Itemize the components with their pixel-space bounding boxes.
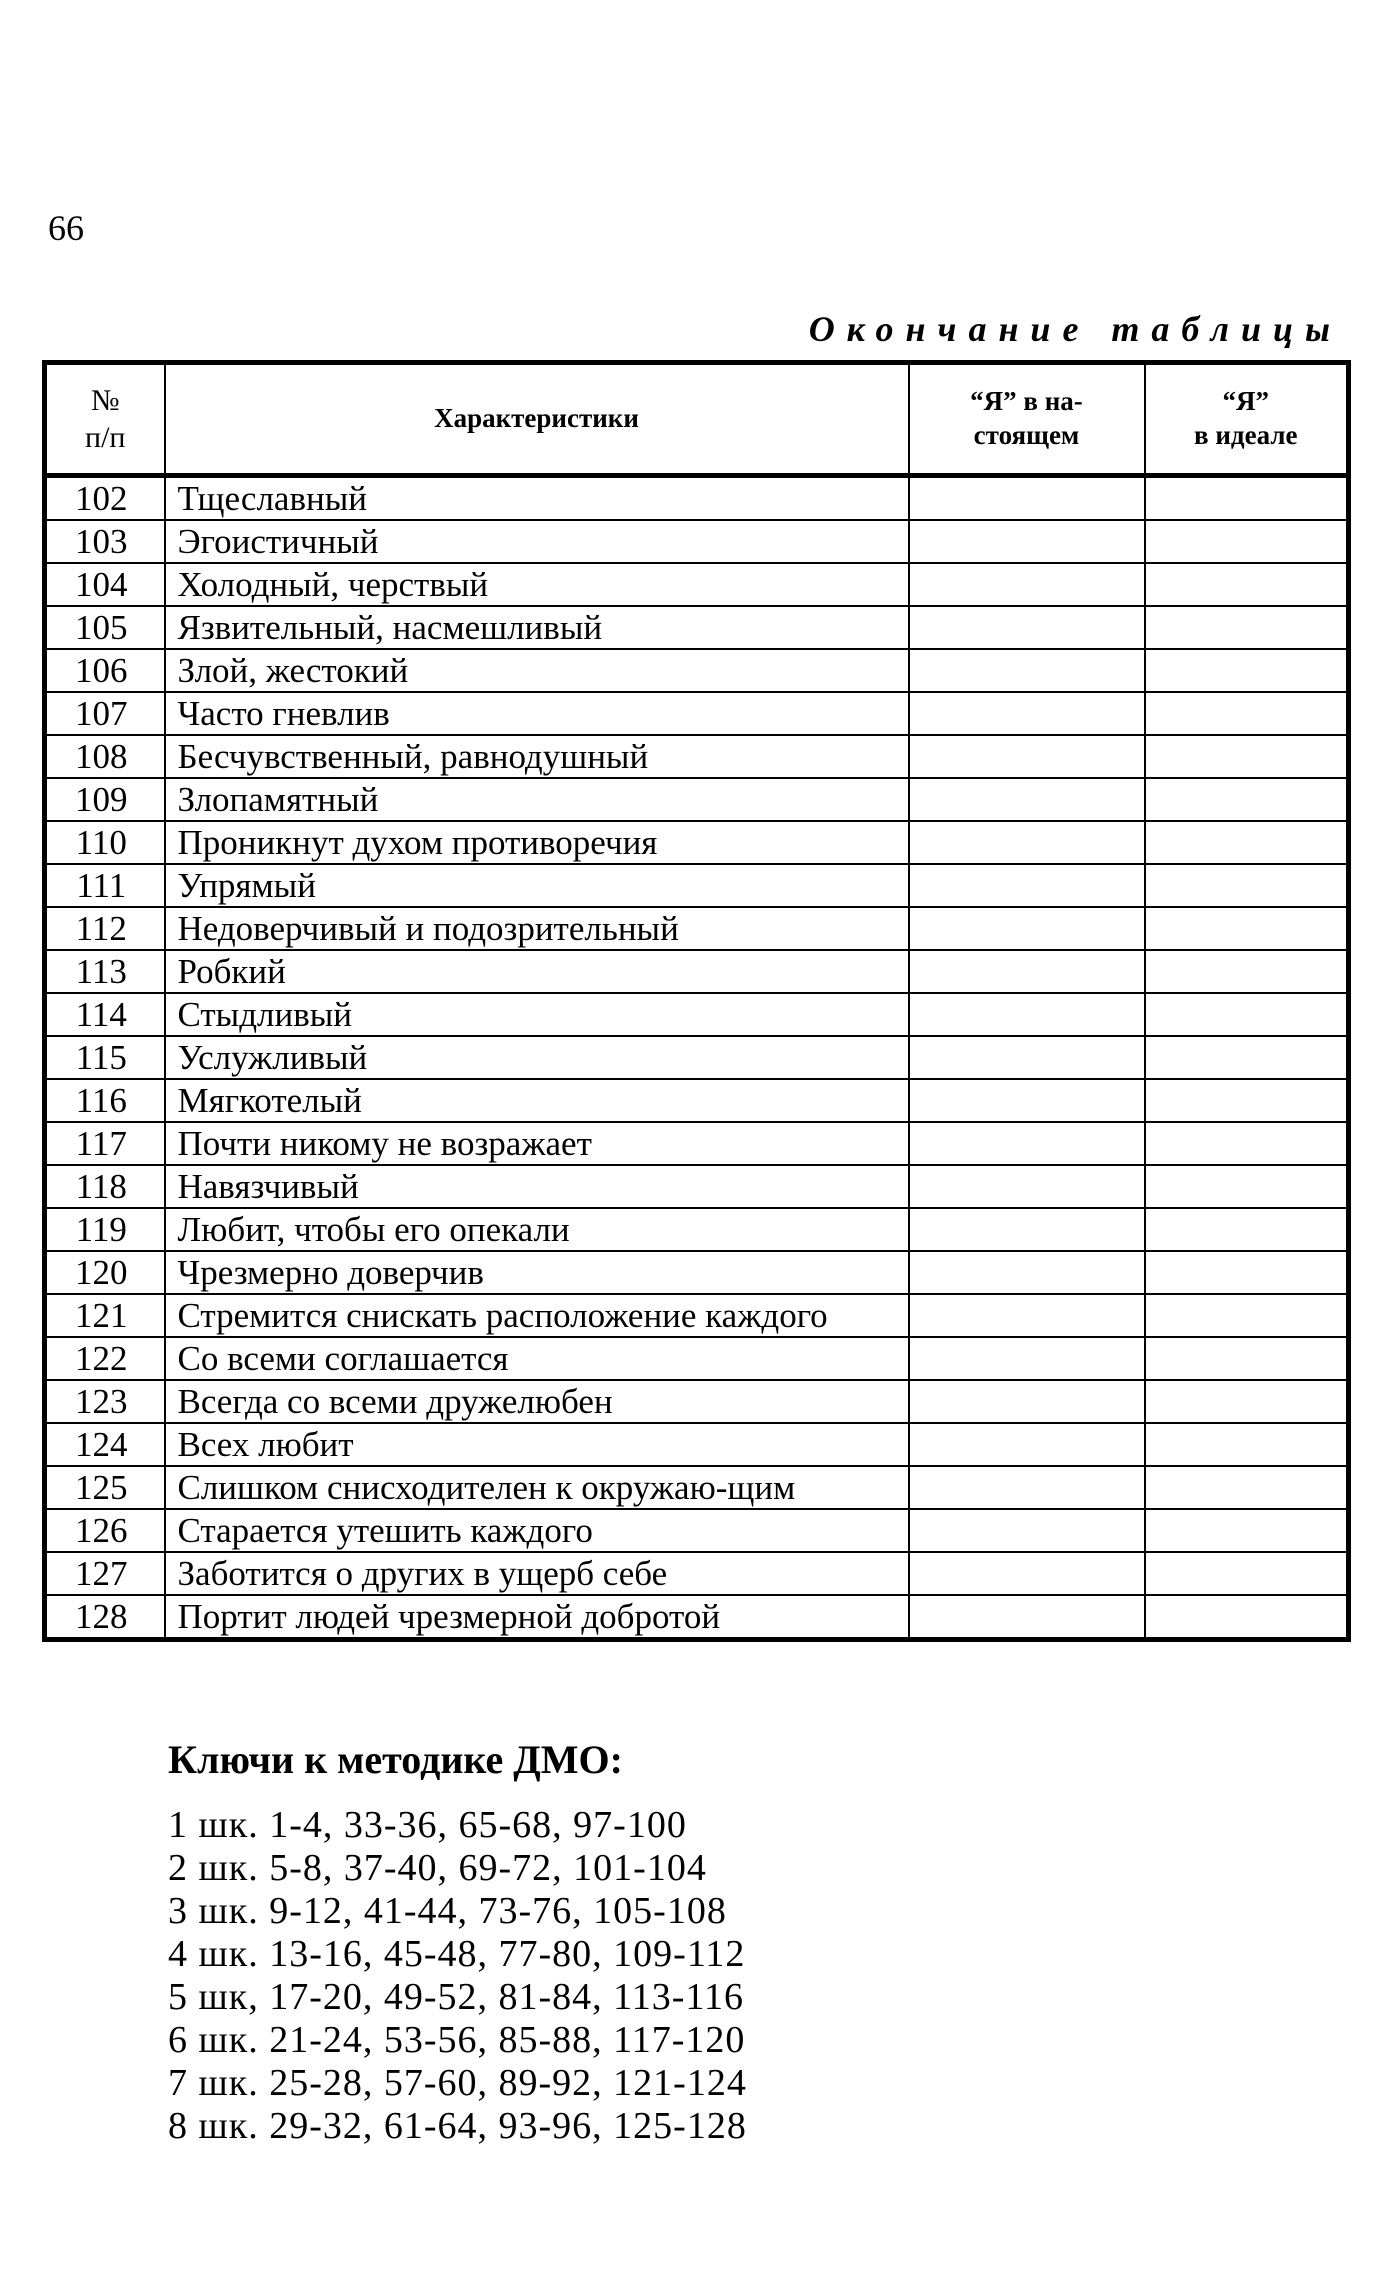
row-characteristic: Часто гневлив: [165, 692, 909, 735]
row-number: 106: [45, 649, 165, 692]
header-present-line1: “Я” в на-: [970, 386, 1083, 417]
table-row: [45, 821, 1349, 864]
row-number: 104: [45, 563, 165, 606]
row-number: 103: [45, 520, 165, 563]
page-number: 66: [48, 208, 84, 248]
ideal-self-cell[interactable]: [1145, 993, 1349, 1036]
row-characteristic: Тщеславный: [165, 476, 909, 521]
row-characteristic: Мягкотелый: [165, 1079, 909, 1122]
row-characteristic: Упрямый: [165, 864, 909, 907]
ideal-self-cell[interactable]: [1145, 907, 1349, 950]
row-number: 128: [45, 1595, 165, 1640]
present-self-cell[interactable]: [909, 1294, 1145, 1337]
row-characteristic: Всегда со всеми дружелюбен: [165, 1380, 909, 1423]
present-self-cell[interactable]: [909, 907, 1145, 950]
ideal-self-cell[interactable]: [1145, 1294, 1349, 1337]
ideal-self-cell[interactable]: [1145, 1208, 1349, 1251]
keys-title: Ключи к методике ДМО:: [168, 1737, 623, 1782]
table-header-row: [45, 363, 1349, 476]
ideal-self-cell[interactable]: [1145, 563, 1349, 606]
key-line: 6 шк. 21-24, 53-56, 85-88, 117-120: [168, 2019, 746, 2061]
present-self-cell[interactable]: [909, 520, 1145, 563]
row-number: 118: [45, 1165, 165, 1208]
key-line: 8 шк. 29-32, 61-64, 93-96, 125-128: [168, 2105, 747, 2147]
table-row: [45, 1509, 1349, 1552]
row-number: 115: [45, 1036, 165, 1079]
ideal-self-cell[interactable]: [1145, 864, 1349, 907]
table-row: [45, 1423, 1349, 1466]
present-self-cell[interactable]: [909, 1466, 1145, 1509]
present-self-cell[interactable]: [909, 1036, 1145, 1079]
ideal-self-cell[interactable]: [1145, 476, 1349, 521]
key-line: 7 шк. 25-28, 57-60, 89-92, 121-124: [168, 2062, 747, 2104]
table-row: [45, 606, 1349, 649]
row-characteristic: Слишком снисходителен к окружаю-щим: [165, 1466, 909, 1509]
present-self-cell[interactable]: [909, 1509, 1145, 1552]
table-row: [45, 778, 1349, 821]
row-characteristic: Чрезмерно доверчив: [165, 1251, 909, 1294]
ideal-self-cell[interactable]: [1145, 1122, 1349, 1165]
table-row: [45, 1294, 1349, 1337]
present-self-cell[interactable]: [909, 735, 1145, 778]
ideal-self-cell[interactable]: [1145, 649, 1349, 692]
table-row: [45, 1165, 1349, 1208]
row-characteristic: Язвительный, насмешливый: [165, 606, 909, 649]
row-number: 110: [45, 821, 165, 864]
present-self-cell[interactable]: [909, 993, 1145, 1036]
header-characteristic-label: Характеристики: [434, 403, 639, 434]
table-row: [45, 1380, 1349, 1423]
table-row: [45, 692, 1349, 735]
header-ideal-line2: в идеале: [1194, 420, 1298, 450]
row-characteristic: Портит людей чрезмерной добротой: [165, 1595, 909, 1640]
ideal-self-cell[interactable]: [1145, 778, 1349, 821]
row-characteristic: Любит, чтобы его опекали: [165, 1208, 909, 1251]
row-number: 102: [45, 476, 165, 521]
table-row: [45, 1208, 1349, 1251]
row-characteristic: Проникнут духом противоречия: [165, 821, 909, 864]
header-ideal-self: [1145, 363, 1349, 476]
row-number: 112: [45, 907, 165, 950]
table-row: [45, 1122, 1349, 1165]
ideal-self-cell[interactable]: [1145, 735, 1349, 778]
present-self-cell[interactable]: [909, 1165, 1145, 1208]
row-number: 114: [45, 993, 165, 1036]
table-row: [45, 563, 1349, 606]
row-characteristic: Стремится снискать расположение каждого: [165, 1294, 909, 1337]
table-row: [45, 1251, 1349, 1294]
row-number: 120: [45, 1251, 165, 1294]
key-line: 4 шк. 13-16, 45-48, 77-80, 109-112: [168, 1933, 746, 1975]
ideal-self-cell[interactable]: [1145, 821, 1349, 864]
row-number: 105: [45, 606, 165, 649]
characteristics-table: [42, 360, 1351, 1642]
present-self-cell[interactable]: [909, 1079, 1145, 1122]
present-self-cell[interactable]: [909, 821, 1145, 864]
table-caption: Окончание таблицы: [808, 309, 1342, 349]
present-self-cell[interactable]: [909, 1423, 1145, 1466]
present-self-cell[interactable]: [909, 563, 1145, 606]
row-number: 126: [45, 1509, 165, 1552]
row-number: 122: [45, 1337, 165, 1380]
table-row: [45, 1466, 1349, 1509]
key-line: 1 шк. 1-4, 33-36, 65-68, 97-100: [168, 1804, 687, 1846]
row-characteristic: Недоверчивый и подозрительный: [165, 907, 909, 950]
header-number-line2: п/п: [85, 421, 126, 454]
row-number: 125: [45, 1466, 165, 1509]
table-row: [45, 907, 1349, 950]
header-number: [45, 363, 165, 476]
table-row: [45, 993, 1349, 1036]
row-number: 124: [45, 1423, 165, 1466]
present-self-cell[interactable]: [909, 1122, 1145, 1165]
table-row: [45, 476, 1349, 521]
ideal-self-cell[interactable]: [1145, 1337, 1349, 1380]
row-characteristic: Злой, жестокий: [165, 649, 909, 692]
row-characteristic: Бесчувственный, равнодушный: [165, 735, 909, 778]
ideal-self-cell[interactable]: [1145, 1165, 1349, 1208]
ideal-self-cell[interactable]: [1145, 1423, 1349, 1466]
table-row: [45, 735, 1349, 778]
present-self-cell[interactable]: [909, 864, 1145, 907]
table-body: [45, 476, 1349, 1640]
header-present-line2: стоящем: [973, 420, 1080, 450]
ideal-self-cell[interactable]: [1145, 1466, 1349, 1509]
present-self-cell[interactable]: [909, 606, 1145, 649]
row-characteristic: Услужливый: [165, 1036, 909, 1079]
present-self-cell[interactable]: [909, 1337, 1145, 1380]
ideal-self-cell[interactable]: [1145, 1251, 1349, 1294]
ideal-self-cell[interactable]: [1145, 1036, 1349, 1079]
table-row: [45, 649, 1349, 692]
key-line: 5 шк, 17-20, 49-52, 81-84, 113-116: [168, 1976, 745, 2018]
row-characteristic: Со всеми соглашается: [165, 1337, 909, 1380]
header-number-line1: №: [90, 383, 120, 417]
row-characteristic: Холодный, черствый: [165, 563, 909, 606]
ideal-self-cell[interactable]: [1145, 1509, 1349, 1552]
table-row: [45, 1552, 1349, 1595]
header-characteristic: [165, 363, 909, 476]
key-line: 3 шк. 9-12, 41-44, 73-76, 105-108: [168, 1890, 727, 1932]
row-characteristic: Старается утешить каждого: [165, 1509, 909, 1552]
row-number: 119: [45, 1208, 165, 1251]
row-number: 116: [45, 1079, 165, 1122]
row-number: 117: [45, 1122, 165, 1165]
row-number: 109: [45, 778, 165, 821]
header-present-self: [909, 363, 1145, 476]
ideal-self-cell[interactable]: [1145, 1380, 1349, 1423]
table-row: [45, 1337, 1349, 1380]
header-ideal-line1: “Я”: [1222, 386, 1269, 417]
row-characteristic: Заботится о других в ущерб себе: [165, 1552, 909, 1595]
ideal-self-cell[interactable]: [1145, 950, 1349, 993]
table-row: [45, 1595, 1349, 1640]
present-self-cell[interactable]: [909, 1208, 1145, 1251]
ideal-self-cell[interactable]: [1145, 1552, 1349, 1595]
present-self-cell[interactable]: [909, 1380, 1145, 1423]
ideal-self-cell[interactable]: [1145, 692, 1349, 735]
present-self-cell[interactable]: [909, 950, 1145, 993]
ideal-self-cell[interactable]: [1145, 1079, 1349, 1122]
row-number: 111: [45, 864, 165, 907]
row-characteristic: Почти никому не возражает: [165, 1122, 909, 1165]
row-number: 108: [45, 735, 165, 778]
row-number: 121: [45, 1294, 165, 1337]
keys-block: [168, 1737, 747, 2148]
row-characteristic: Навязчивый: [165, 1165, 909, 1208]
row-characteristic: Злопамятный: [165, 778, 909, 821]
ideal-self-cell[interactable]: [1145, 520, 1349, 563]
row-characteristic: Стыдливый: [165, 993, 909, 1036]
keys-lines: [168, 1804, 747, 2148]
row-characteristic: Робкий: [165, 950, 909, 993]
present-self-cell[interactable]: [909, 778, 1145, 821]
row-number: 113: [45, 950, 165, 993]
row-characteristic: Всех любит: [165, 1423, 909, 1466]
present-self-cell[interactable]: [909, 649, 1145, 692]
row-characteristic: Эгоистичный: [165, 520, 909, 563]
present-self-cell[interactable]: [909, 1595, 1145, 1640]
present-self-cell[interactable]: [909, 1251, 1145, 1294]
table-row: [45, 1079, 1349, 1122]
row-number: 123: [45, 1380, 165, 1423]
table-row: [45, 1036, 1349, 1079]
present-self-cell[interactable]: [909, 476, 1145, 521]
table-row: [45, 520, 1349, 563]
ideal-self-cell[interactable]: [1145, 606, 1349, 649]
row-number: 127: [45, 1552, 165, 1595]
present-self-cell[interactable]: [909, 692, 1145, 735]
present-self-cell[interactable]: [909, 1552, 1145, 1595]
key-line: 2 шк. 5-8, 37-40, 69-72, 101-104: [168, 1847, 707, 1889]
row-number: 107: [45, 692, 165, 735]
ideal-self-cell[interactable]: [1145, 1595, 1349, 1640]
table-row: [45, 864, 1349, 907]
table-row: [45, 950, 1349, 993]
